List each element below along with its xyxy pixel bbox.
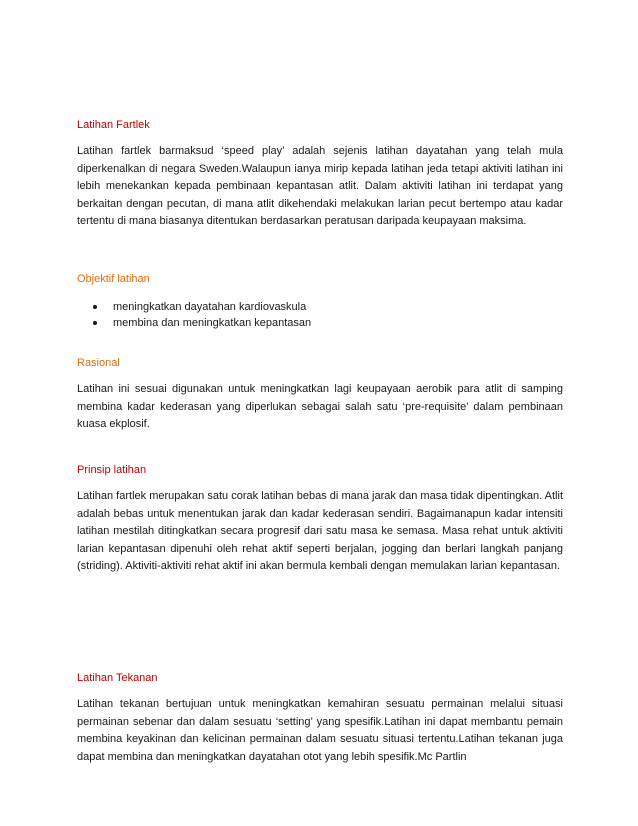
heading-rasional: Rasional [77, 357, 120, 369]
heading-latihan-fartlek: Latihan Fartlek [77, 119, 150, 131]
list-item-text: meningkatkan dayatahan kardiovaskula [113, 301, 307, 313]
paragraph-rasional: Latihan ini sesuai digunakan untuk meningkatkan lagi keupayaan aerobik para atlit di samping membina kadar kederasan yang diperlukan sebagai salah satu ‘pre-requisite’ dalam pembinaan kuasa ekplosif. [77, 383, 563, 430]
list-item-text: membina dan meningkatkan kepantasan [113, 317, 312, 329]
paragraph-prinsip: Latihan fartlek merupakan satu corak latihan bebas di mana jarak dan masa tidak dipentingkan. Atlit adalah bebas untuk menentukan jarak dan kadar kederasan sendiri. Bagaimanapun kadar intensiti latihan mestilah ditingkatkan secara progresif dari satu masa ke semasa. Masa rehat untuk aktiviti larian kepantasan dipenuhi oleh rehat aktif seperti berjalan, jogging dan berlari langkah panjang (striding). Aktiviti-aktiviti rehat aktif ini akan bermula kembali dengan memulakan larian kepantasan. [77, 490, 563, 572]
heading-latihan-tekanan: Latihan Tekanan [77, 672, 158, 684]
list-item [93, 315, 311, 331]
objektif-list [93, 299, 311, 331]
heading-prinsip-latihan: Prinsip latihan [77, 464, 147, 476]
list-item [93, 299, 311, 315]
paragraph-fartlek: Latihan fartlek barmaksud ‘speed play’ adalah sejenis latihan dayatahan yang telah mula diperkenalkan di negara Sweden.Walaupun ianya mirip kepada latihan jeda tetapi aktiviti latihan ini lebih menekankan kepada pembinaan kepantasan atlit. Dalam aktiviti latihan ini terdapat yang berkaitan dengan pecutan, di mana atlit dikehendaki melakukan larian pecut bertempo atau kadar tertentu di mana biasanya ditentukan berdasarkan peratusan daripada keupayaan maksima. [77, 145, 563, 227]
bullet-icon [93, 321, 97, 325]
paragraph-tekanan: Latihan tekanan bertujuan untuk meningkatkan kemahiran sesuatu permainan melalui situasi permainan sebenar dan dalam sesuatu ‘setting’ yang spesifik.Latihan ini dapat membantu pemain membina keyakinan dan kelicinan permainan dalam sesuatu situasi tertentu.Latihan tekanan juga dapat membina dan meningkatkan dayatahan otot yang lebih spesifik.Mc Partlin [77, 698, 563, 763]
bullet-icon [93, 305, 97, 309]
heading-objektif-latihan: Objektif latihan [77, 273, 150, 285]
